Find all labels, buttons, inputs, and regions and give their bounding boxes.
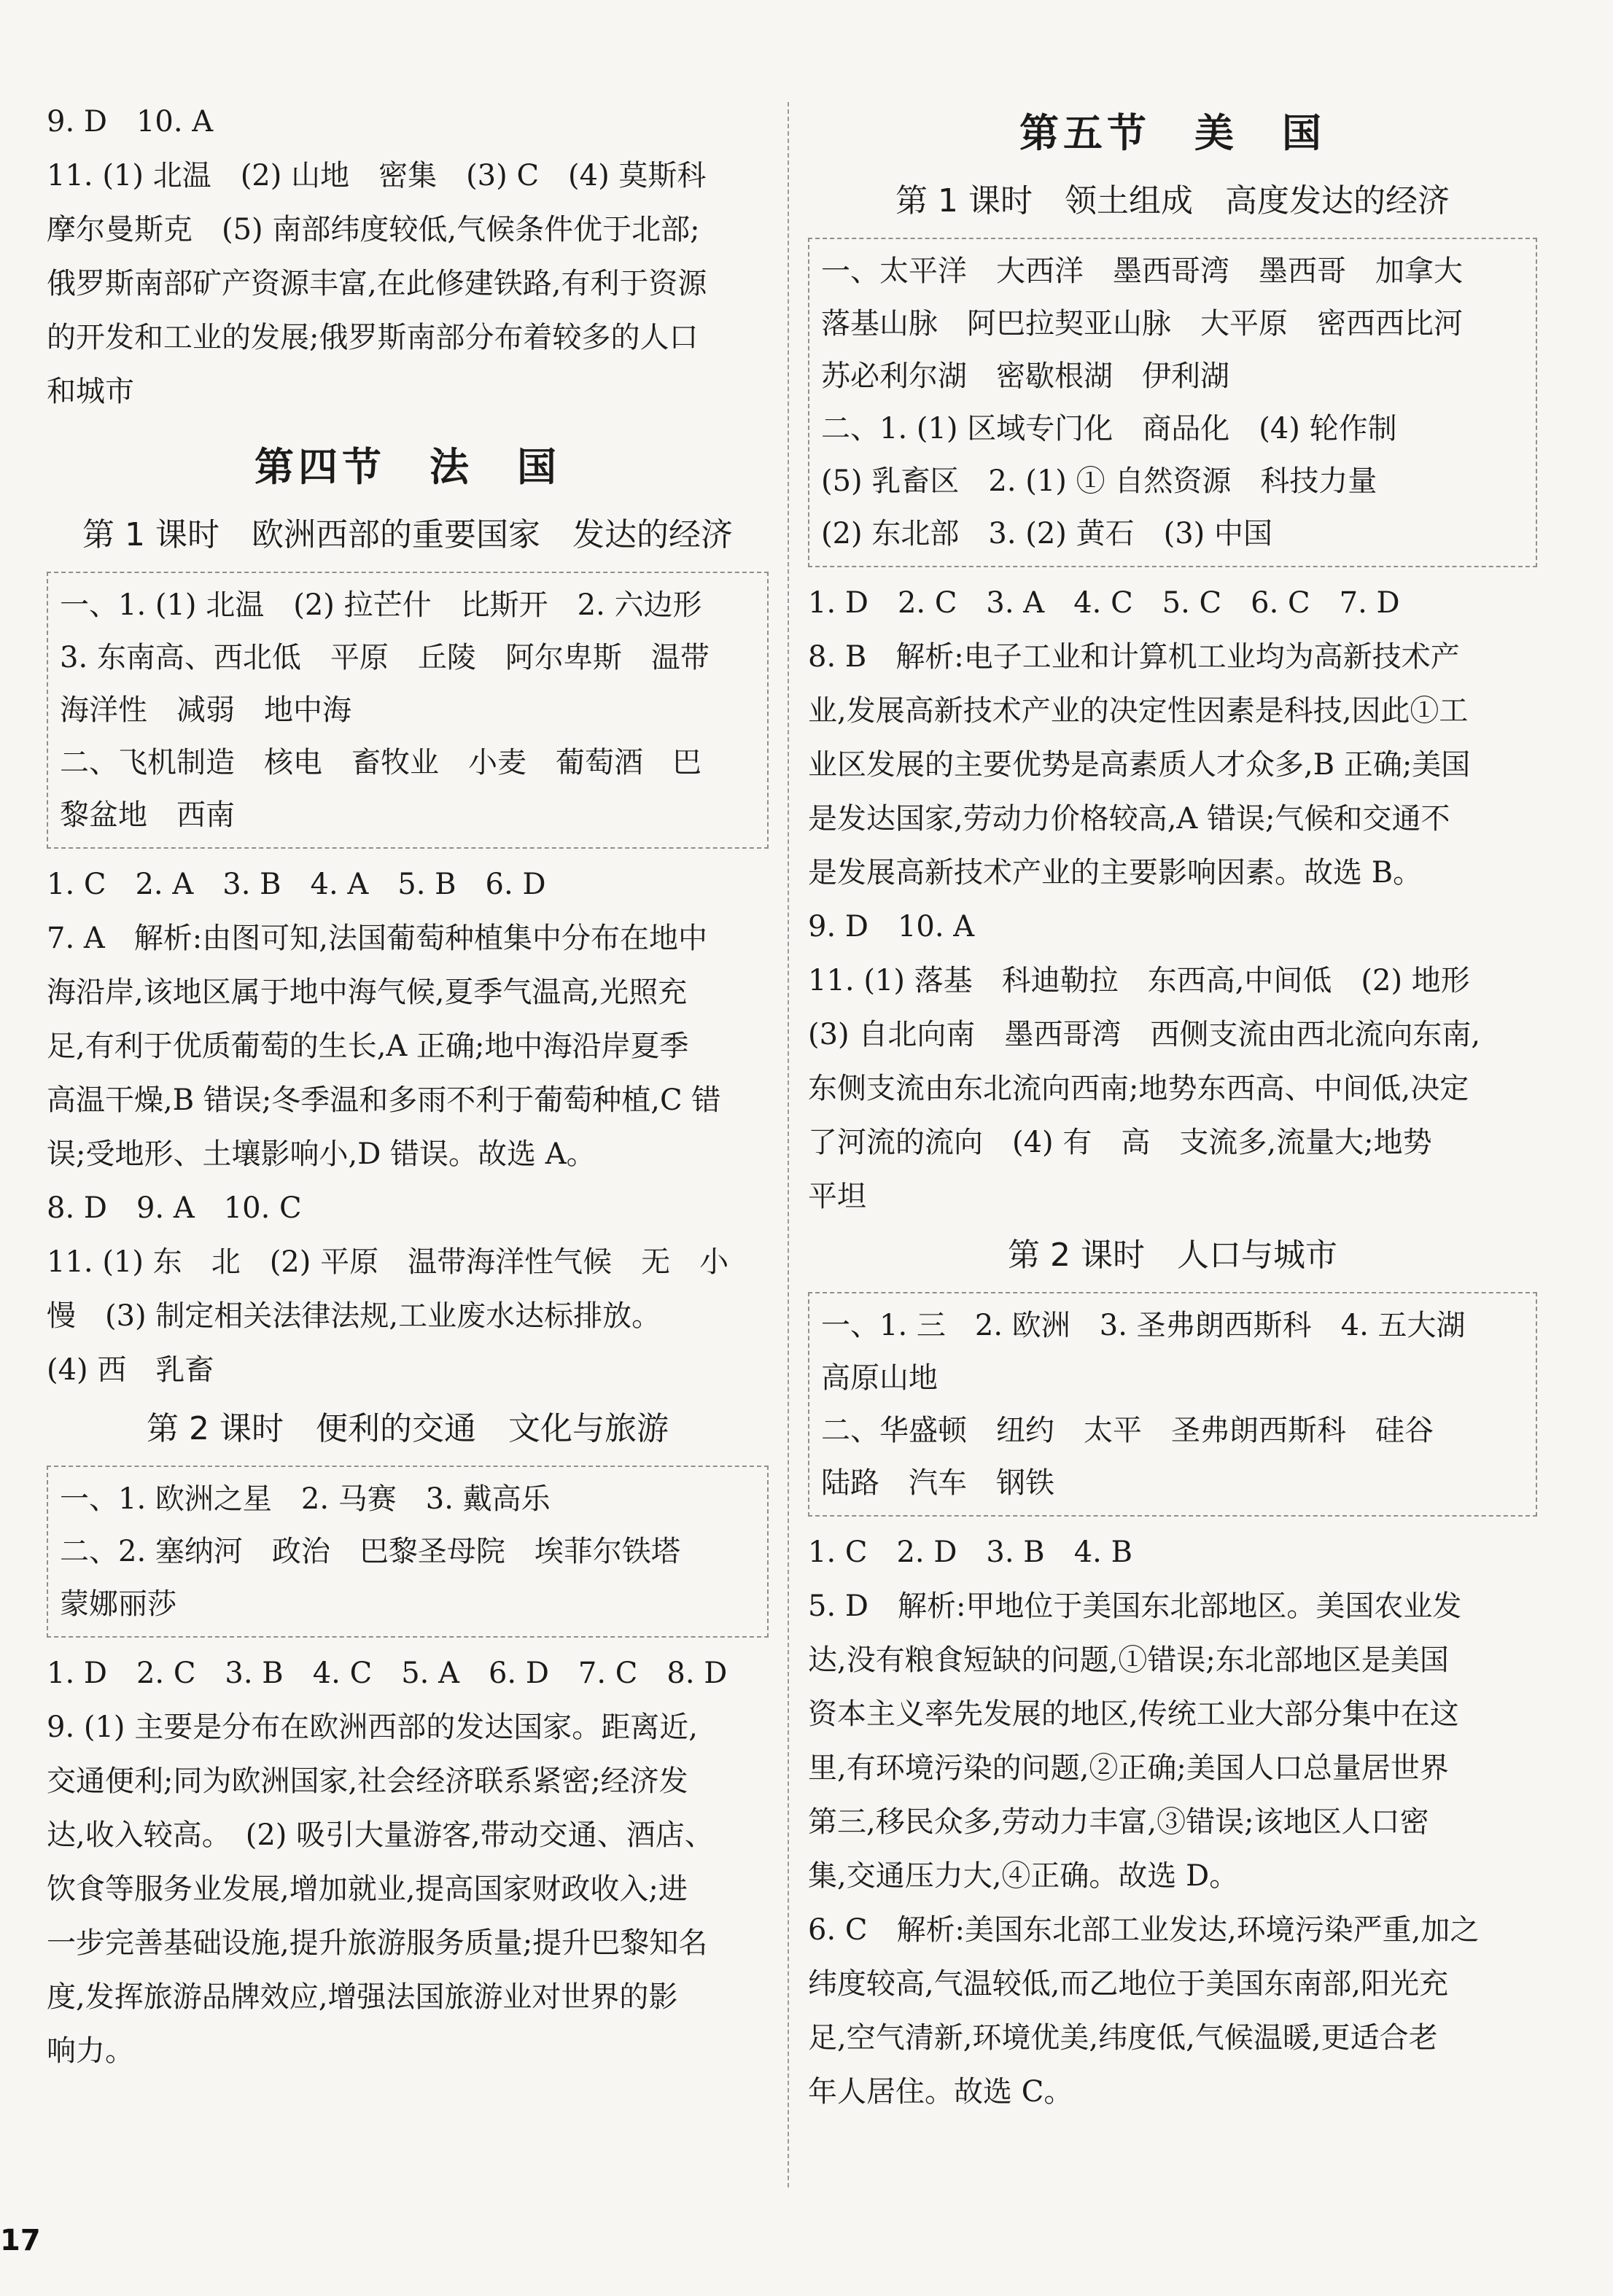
lesson-title: 第 2 课时 便利的交通 文化与旅游: [147, 1410, 669, 1447]
text-line: 7. A 解析:由图可知,法国葡萄种植集中分布在地中: [47, 922, 707, 955]
text-line: 响力。: [47, 2034, 134, 2068]
text-line: 黎盆地 西南: [60, 798, 235, 832]
text-line: (3) 自北向南 墨西哥湾 西侧支流由西北流向东南,: [808, 1018, 1481, 1051]
text-line: 一、1. 三 2. 欧洲 3. 圣弗朗西斯科 4. 五大湖: [821, 1309, 1466, 1342]
text-line: 一、1. 欧洲之星 2. 马赛 3. 戴高乐: [60, 1482, 551, 1516]
text-line: 苏必利尔湖 密歇根湖 伊利湖: [821, 359, 1229, 393]
section-title-usa: 第五节 美 国: [1019, 110, 1326, 156]
text-line: 了河流的流向 (4) 有 高 支流多,流量大;地势: [808, 1126, 1432, 1159]
text-line: 1. C 2. A 3. B 4. A 5. B 6. D: [47, 868, 546, 901]
text-line: 达,没有粮食短缺的问题,①错误;东北部地区是美国: [808, 1643, 1449, 1677]
text-line: 11. (1) 东 北 (2) 平原 温带海洋性气候 无 小: [47, 1245, 729, 1279]
text-line: 足,有利于优质葡萄的生长,A 正确;地中海沿岸夏季: [47, 1030, 689, 1063]
text-line: 的开发和工业的发展;俄罗斯南部分布着较多的人口: [47, 321, 699, 354]
text-line: 一、太平洋 大西洋 墨西哥湾 墨西哥 加拿大: [821, 254, 1463, 288]
text-line: 交通便利;同为欧洲国家,社会经济联系紧密;经济发: [47, 1764, 688, 1798]
lesson-title: 第 2 课时 人口与城市: [1008, 1237, 1337, 1274]
text-line: 二、1. (1) 区域专门化 商品化 (4) 轮作制: [821, 412, 1397, 445]
page-number: 17: [0, 2224, 41, 2257]
text-line: 落基山脉 阿巴拉契亚山脉 大平原 密西西比河: [821, 307, 1463, 340]
text-line: (4) 西 乳畜: [47, 1353, 214, 1387]
text-line: 俄罗斯南部矿产资源丰富,在此修建铁路,有利于资源: [47, 267, 707, 300]
text-line: 足,空气清新,环境优美,纬度低,气候温暖,更适合老: [808, 2021, 1438, 2055]
text-line: 高温干燥,B 错误;冬季温和多雨不利于葡萄种植,C 错: [47, 1083, 721, 1117]
text-line: 达,收入较高。 (2) 吸引大量游客,带动交通、酒店、: [47, 1818, 714, 1852]
text-line: 饮食等服务业发展,增加就业,提高国家财政收入;进: [47, 1872, 688, 1906]
text-line: 高原山地: [821, 1361, 938, 1395]
section-title-france: 第四节 法 国: [254, 444, 561, 490]
text-line: 蒙娜丽莎: [60, 1587, 176, 1621]
text-line: 海沿岸,该地区属于地中海气候,夏季气温高,光照充: [47, 976, 688, 1009]
text-line: 一、1. (1) 北温 (2) 拉芒什 比斯开 2. 六边形: [60, 588, 702, 622]
text-line: 8. D 9. A 10. C: [47, 1191, 302, 1225]
text-line: 9. (1) 主要是分布在欧洲西部的发达国家。距离近,: [47, 1711, 698, 1744]
text-line: 慢 (3) 制定相关法律法规,工业废水达标排放。: [47, 1299, 661, 1333]
text-line: 第三,移民众多,劳动力丰富,③错误;该地区人口密: [808, 1805, 1429, 1839]
text-line: 里,有环境污染的问题,②正确;美国人口总量居世界: [808, 1751, 1449, 1785]
right-column: [808, 95, 1537, 2119]
lesson-title: 第 1 课时 领土组成 高度发达的经济: [895, 182, 1450, 219]
text-line: 3. 东南高、西北低 平原 丘陵 阿尔卑斯 温带: [60, 641, 710, 674]
text-line: 1. D 2. C 3. A 4. C 5. C 6. C 7. D: [808, 586, 1400, 620]
lesson-title: 第 1 课时 欧洲西部的重要国家 发达的经济: [82, 516, 733, 553]
text-line: 度,发挥旅游品牌效应,增强法国旅游业对世界的影: [47, 1980, 678, 2014]
text-line: 二、华盛顿 纽约 太平 圣弗朗西斯科 硅谷: [821, 1414, 1434, 1447]
text-line: 业,发展高新技术产业的决定性因素是科技,因此①工: [808, 694, 1469, 728]
text-line: (2) 东北部 3. (2) 黄石 (3) 中国: [821, 517, 1273, 550]
text-line: 11. (1) 北温 (2) 山地 密集 (3) C (4) 莫斯科: [47, 159, 707, 192]
text-line: 平坦: [808, 1180, 866, 1213]
answer-box: [47, 1466, 769, 1638]
column-divider: [788, 102, 789, 2187]
text-line: 8. B 解析:电子工业和计算机工业均为高新技术产: [808, 640, 1460, 674]
text-line: 海洋性 减弱 地中海: [60, 693, 351, 727]
text-line: 摩尔曼斯克 (5) 南部纬度较低,气候条件优于北部;: [47, 213, 700, 246]
text-line: 年人居住。故选 C。: [808, 2075, 1073, 2109]
answer-box: [808, 1292, 1537, 1517]
text-line: 二、飞机制造 核电 畜牧业 小麦 葡萄酒 巴: [60, 746, 701, 779]
text-line: 误;受地形、土壤影响小,D 错误。故选 A。: [47, 1137, 596, 1171]
answer-box: [47, 572, 769, 849]
text-line: 1. C 2. D 3. B 4. B: [808, 1536, 1132, 1569]
text-line: 纬度较高,气温较低,而乙地位于美国东南部,阳光充: [808, 1967, 1449, 2001]
text-line: 11. (1) 落基 科迪勒拉 东西高,中间低 (2) 地形: [808, 964, 1470, 997]
text-line: (5) 乳畜区 2. (1) ① 自然资源 科技力量: [821, 464, 1377, 498]
text-line: 5. D 解析:甲地位于美国东北部地区。美国农业发: [808, 1589, 1462, 1623]
text-line: 业区发展的主要优势是高素质人才众多,B 正确;美国: [808, 748, 1471, 782]
text-line: 东侧支流由东北流向西南;地势东西高、中间低,决定: [808, 1072, 1469, 1105]
text-line: 9. D 10. A: [47, 105, 214, 139]
text-line: 是发达国家,劳动力价格较高,A 错误;气候和交通不: [808, 802, 1450, 836]
text-line: 资本主义率先发展的地区,传统工业大部分集中在这: [808, 1697, 1459, 1731]
text-line: 6. C 解析:美国东北部工业发达,环境污染严重,加之: [808, 1913, 1480, 1947]
text-line: 一步完善基础设施,提升旅游服务质量;提升巴黎知名: [47, 1926, 708, 1960]
text-line: 二、2. 塞纳河 政治 巴黎圣母院 埃菲尔铁塔: [60, 1535, 680, 1568]
text-line: 9. D 10. A: [808, 910, 975, 943]
text-line: 是发展高新技术产业的主要影响因素。故选 B。: [808, 856, 1423, 890]
left-column: [47, 95, 769, 2078]
answer-box: [808, 238, 1537, 567]
text-line: 陆路 汽车 钢铁: [821, 1466, 1054, 1500]
text-line: 集,交通压力大,④正确。故选 D。: [808, 1859, 1239, 1893]
text-line: 1. D 2. C 3. B 4. C 5. A 6. D 7. C 8. D: [47, 1657, 728, 1690]
text-line: 和城市: [47, 375, 134, 408]
